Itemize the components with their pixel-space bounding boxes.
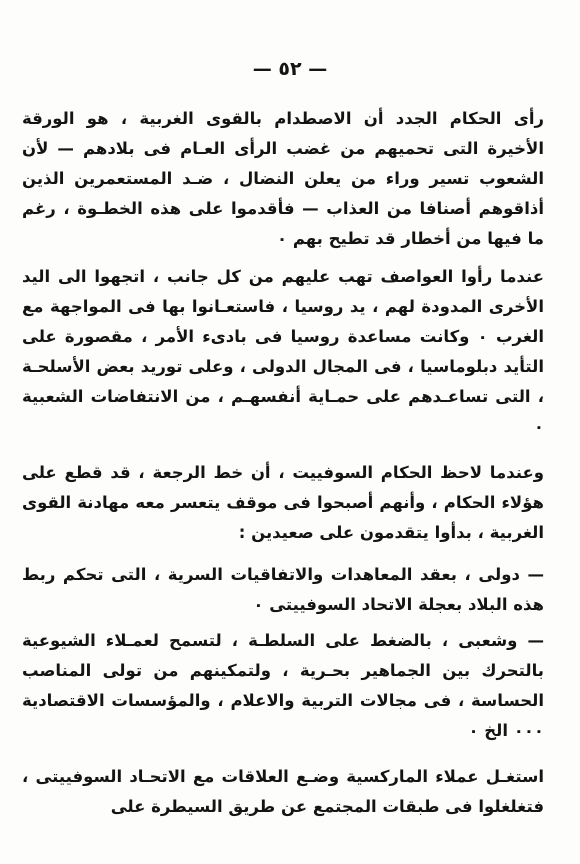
paragraph-1: رأى الحكام الجدد أن الاصطدام بالقوى الغربية ، هو الورقة الأخيرة التى تحميهم من غضب الرأى العـام فى بلادهم — لأن الشعوب تسير وراء من يعلن النضال ، ضـد المستعمرين الذين أذاقوهم أصنافا من العذاب — فأقدموا على هذه الخطـوة ، رغم ما فيها من أخطار قد تطيح بهم ٠ [22, 109, 544, 248]
paragraph-5: — وشعبى ، بالضغط على السلطـة ، لتسمح لعمـلاء الشيوعية بالتحرك بين الجماهير بحـرية ، ولتمكينهم من تولى المناصب الحساسة ، فى مجالات التربية والاعلام ، والمؤسسات الاقتصادية ٠٠٠ الخ ٠ [22, 631, 544, 740]
paragraph-3: وعندما لاحظ الحكام السوفييت ، أن خط الرجعة ، قد قطع على هؤلاء الحكام ، وأنهم أصبحوا فى موقف يتعسر معه مهادنة القوى الغربية ، بدأوا يتقدمون على صعيدين : [22, 463, 544, 542]
paragraph-6: استغـل عملاء الماركسية وضـع العلاقات مع الاتحـاد السوفييتى ، فتغلغلوا فى طبقات المجتمع عن طريق السيطرة على [22, 767, 544, 816]
paragraph-4: — دولى ، بعقد المعاهدات والاتفاقيات السرية ، التى تحكم ربط هذه البلاد بعجلة الاتحاد السوفييتى ٠ [22, 565, 544, 614]
page-number: — ٥٢ — [252, 58, 328, 80]
paragraph-2: عندما رأوا العواصف تهب عليهم من كل جانب ، اتجهوا الى اليد الأخرى المدودة لهم ، يد روسيا ، فاستعـانوا بها فى المواجهة مع الغرب ٠ وكانت مساعدة روسيا فى بادىء الأمر ، مقصورة على التأيد دبلوماسيا ، فى المجال الدولى ، وعلى توريد بعض الأسلحـة ، التى تساعـدهم على حمـاية أنفسهـم ، من الانتفاضات الشعبية ٠ [22, 267, 544, 436]
